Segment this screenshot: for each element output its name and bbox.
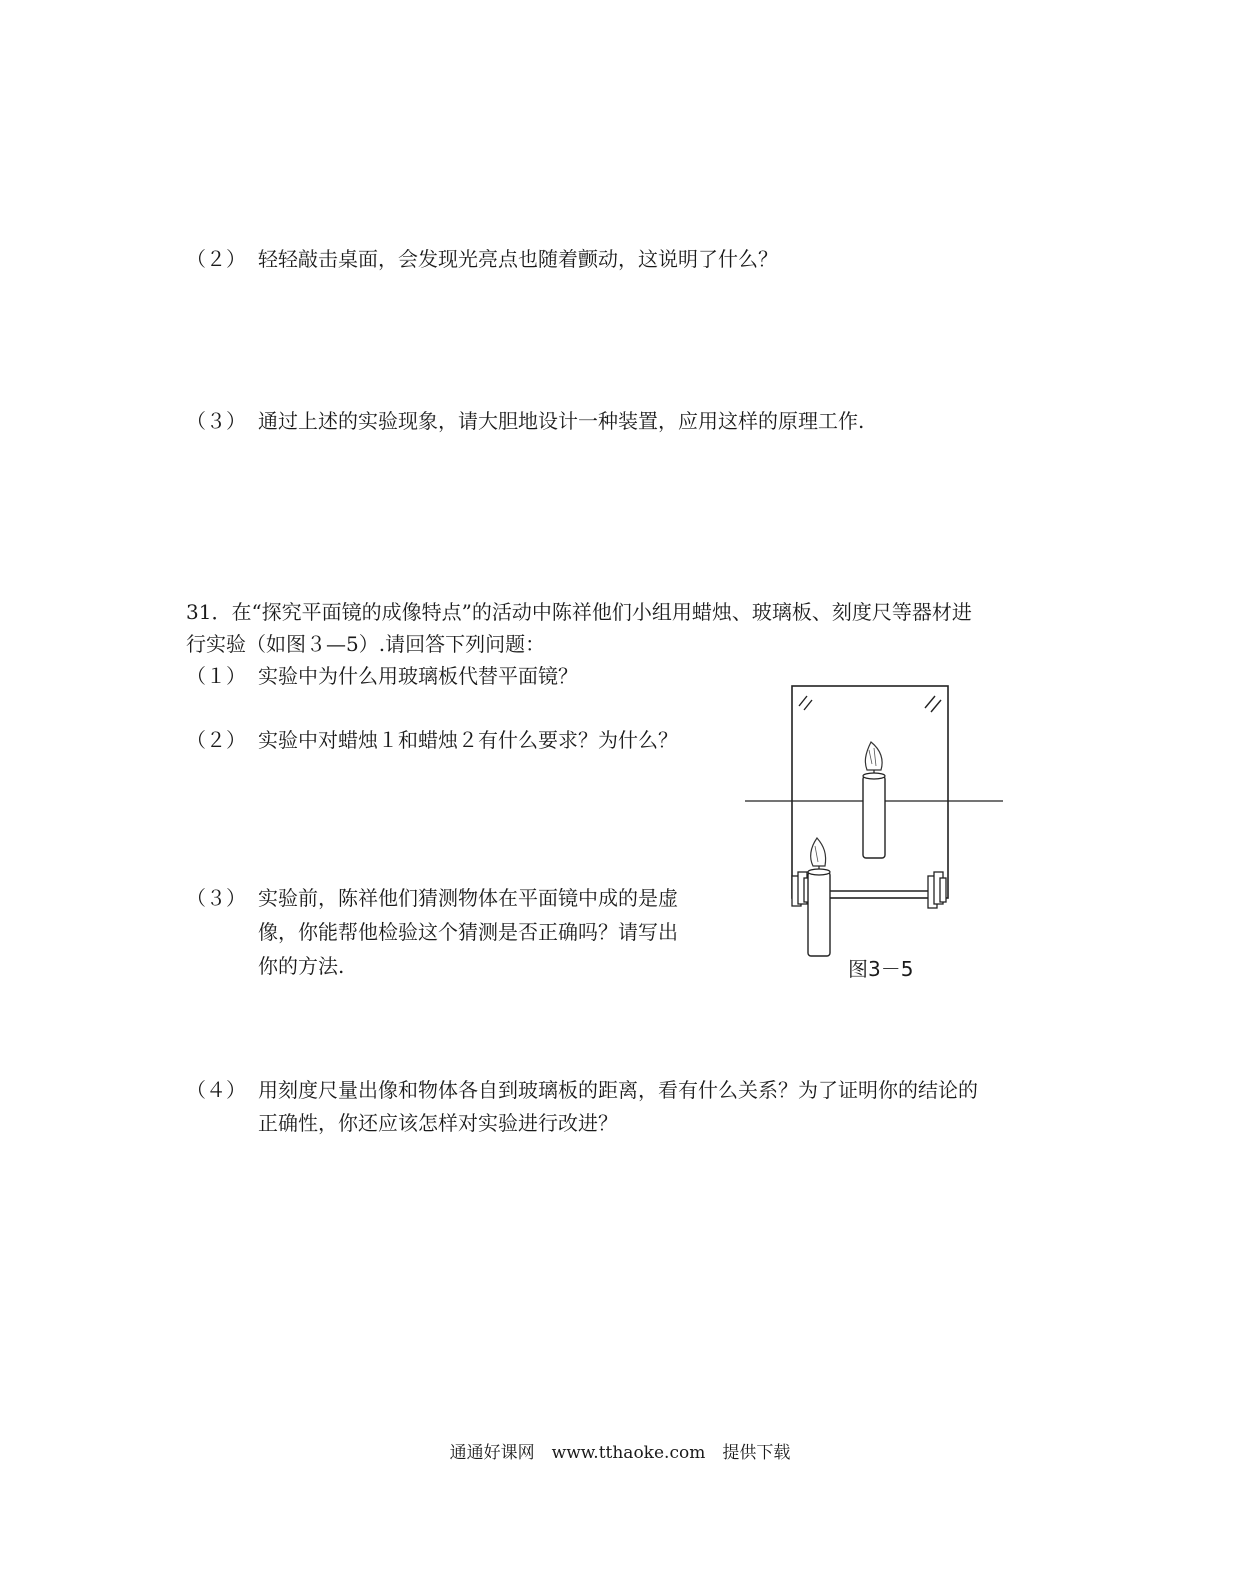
- stand-right: [928, 872, 946, 908]
- mirror-candle-figure: [745, 678, 1007, 990]
- page-footer: 通通好课网 www.tthaoke.com 提供下载: [449, 1443, 791, 1463]
- figure-caption: 图3－5: [848, 957, 914, 981]
- q31-p3-number: （３）: [186, 886, 246, 910]
- q31-p4-line1: 用刻度尺量出像和物体各自到玻璃板的距离，看有什么关系？为了证明你的结论的: [258, 1078, 978, 1102]
- q31-p3-line3: 你的方法.: [258, 954, 345, 978]
- q31-p2-text: 实验中对蜡烛１和蜡烛２有什么要求？为什么？: [258, 728, 678, 752]
- q31-stem-line1: 31．在“探究平面镜的成像特点”的活动中陈祥他们小组用蜡烛、玻璃板、刻度尺等器材进: [186, 600, 972, 624]
- candle-2: [863, 742, 885, 858]
- candle-1: [808, 838, 830, 956]
- q30-p2-text: 轻轻敲击桌面，会发现光亮点也随着颤动，这说明了什么？: [258, 247, 778, 271]
- q31-p4-number: （４）: [186, 1078, 246, 1102]
- q30-p2-number: （２）: [186, 247, 246, 271]
- glass-hatch-left: [799, 696, 812, 710]
- q31-stem-line2: 行实验（如图３—5）.请回答下列问题：: [186, 632, 546, 656]
- q31-p3-line2: 像，你能帮他检验这个猜测是否正确吗？请写出: [258, 920, 678, 944]
- q31-p4-line2: 正确性，你还应该怎样对实验进行改进？: [258, 1111, 618, 1135]
- q31-p3-line1: 实验前，陈祥他们猜测物体在平面镜中成的是虚: [258, 886, 678, 910]
- q31-p1-text: 实验中为什么用玻璃板代替平面镜？: [258, 664, 578, 688]
- q31-p2-number: （２）: [186, 728, 246, 752]
- q31-p1-number: （１）: [186, 664, 246, 688]
- q30-p3-text: 通过上述的实验现象，请大胆地设计一种装置，应用这样的原理工作.: [258, 409, 865, 433]
- glass-hatch-right: [925, 696, 941, 712]
- q30-p3-number: （３）: [186, 409, 246, 433]
